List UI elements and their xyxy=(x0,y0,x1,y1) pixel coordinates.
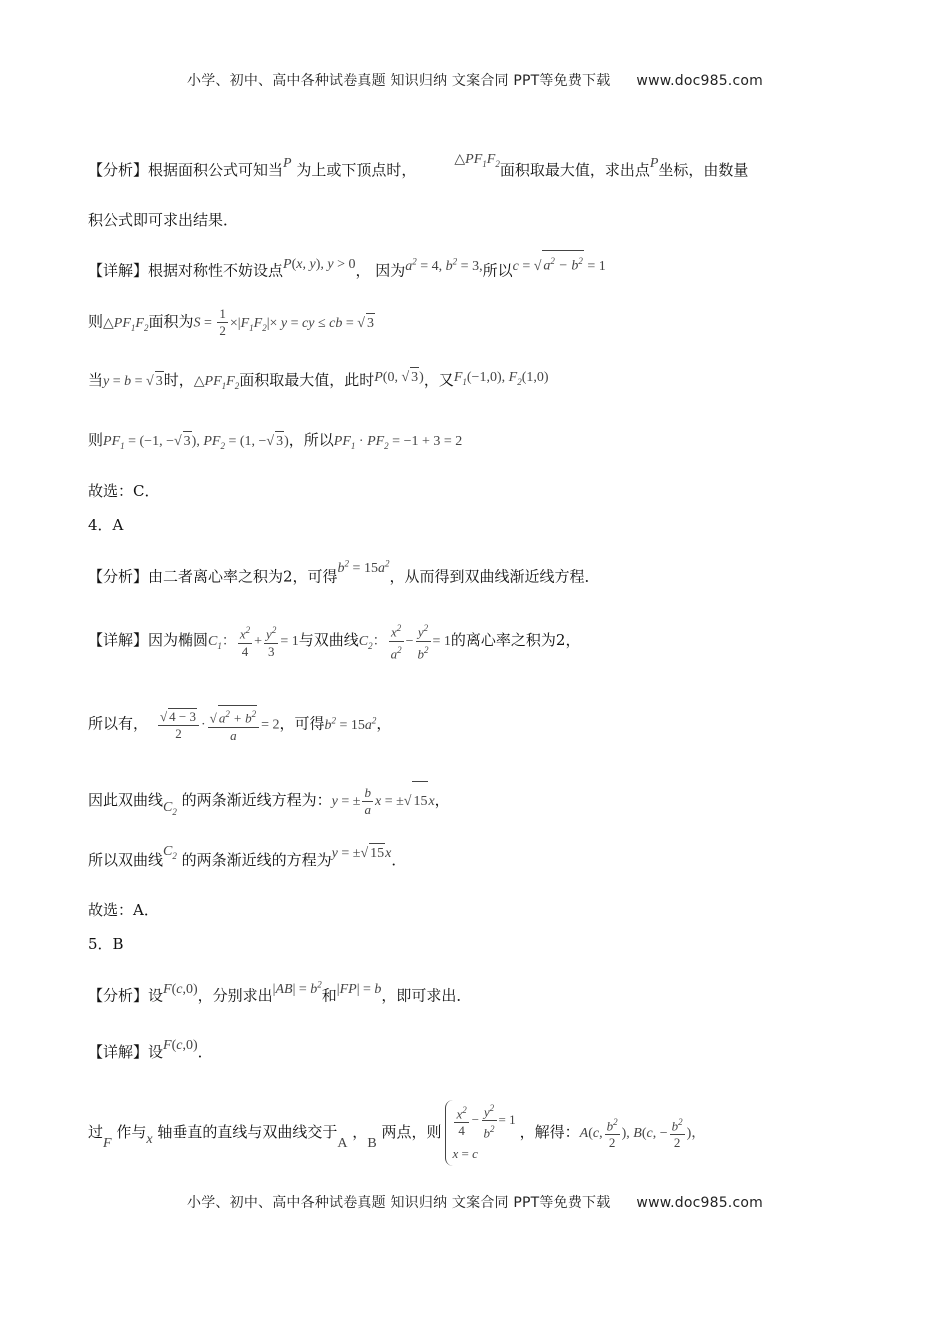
math: $F_1(-1,0)$, $F_2(1,0)$ xyxy=(453,370,549,387)
text: 积公式即可求出结果． xyxy=(88,211,239,229)
text: ． xyxy=(391,851,407,869)
detail-line-5 xyxy=(88,370,878,396)
math: P xyxy=(649,156,659,171)
math: P(0, √ 3) xyxy=(374,370,424,385)
math: A(c, xyxy=(579,1125,603,1141)
math: y = ± xyxy=(331,794,361,809)
math: = 2 xyxy=(261,717,280,733)
text: 4．A xyxy=(88,516,124,534)
math: x xyxy=(146,1131,153,1147)
math: F(c,0) xyxy=(163,981,198,997)
header-site: www.doc985.com xyxy=(636,73,763,89)
math: F xyxy=(103,1135,112,1151)
text: ，又 xyxy=(423,371,454,389)
math: = 1 xyxy=(280,634,299,649)
text: 5．B xyxy=(88,935,124,953)
text: 所以双曲线 xyxy=(88,851,164,869)
fraction: $\frac{y^2}{3}$ xyxy=(264,622,278,659)
text: 面积取最大值，此时 xyxy=(239,371,375,389)
text: ． xyxy=(197,1043,213,1061)
math: $|AB| = b^2$ xyxy=(272,979,322,997)
math: $PF_1 \cdot PF_2 = -1 + 3 = 2$ xyxy=(333,434,463,451)
text: 与双曲线 xyxy=(298,631,359,649)
text: 面积取最大值，求出点 xyxy=(499,161,650,179)
text: 两点，则 xyxy=(381,1122,442,1141)
text: 当 xyxy=(88,371,104,389)
text: 坐标，由数量 xyxy=(658,161,749,179)
math: ), B(c, − xyxy=(621,1125,668,1141)
text: 的两条渐近线方程为： xyxy=(181,791,332,809)
math: = 1 xyxy=(432,634,451,649)
fraction: $\frac{x^2}{a^2}$ xyxy=(389,620,404,662)
text: 则 xyxy=(88,431,104,449)
detail-line-13 xyxy=(88,844,878,876)
math: |FP| = b xyxy=(336,981,382,997)
text: 【详解】因为椭圆 xyxy=(88,631,209,649)
text: 作与 xyxy=(116,1122,147,1141)
text: ，可得 xyxy=(279,714,325,733)
text: ，所以 xyxy=(288,431,334,449)
math: − xyxy=(405,634,414,649)
text: 则 xyxy=(88,312,104,331)
fraction: $\frac{b^2}{2}$ xyxy=(670,1114,685,1151)
fraction: $\frac{x^2}{4}$ xyxy=(238,622,252,659)
page-footer xyxy=(0,1192,950,1212)
text: ，解得： xyxy=(519,1122,580,1141)
text: ， xyxy=(352,1122,368,1141)
text: 的两条渐近线的方程为 xyxy=(181,851,332,869)
math: · xyxy=(201,717,206,733)
math: $C_2$ xyxy=(163,800,177,817)
text: 所以 xyxy=(482,261,513,280)
math: $\triangle PF_1F_2$ xyxy=(193,374,240,391)
question-5-heading xyxy=(88,934,878,954)
text: 的离心率之积为2， xyxy=(450,631,581,649)
text: 所以有， xyxy=(88,714,149,733)
detail-line-17 xyxy=(88,1038,878,1064)
detail-line-6 xyxy=(88,430,878,456)
detail-line-12 xyxy=(88,780,878,820)
footer-text: 小学、初中、高中各种试卷真题 知识归纳 文案合同 PPT等免费下载 xyxy=(187,1195,611,1211)
math: P(x, y), y > 0 xyxy=(283,256,356,272)
detail-line-3 xyxy=(88,256,878,283)
text: 【分析】由二者离心率之积为2，可得 xyxy=(88,567,338,586)
math: )， xyxy=(686,1125,706,1141)
math: $C_2$： xyxy=(358,634,387,651)
text: 轴垂直的直线与双曲线交于 xyxy=(157,1122,338,1141)
detail-line-18 xyxy=(88,1100,878,1161)
math: $\triangle PF_1F_2$ xyxy=(103,315,149,333)
math: P xyxy=(283,156,292,171)
text: ，即可求出． xyxy=(381,986,472,1005)
math: $b^2 = 15a^2$ xyxy=(324,715,377,733)
text: ， xyxy=(434,791,450,809)
math: $C_1$： xyxy=(208,634,236,651)
math: $\times|F_1F_2|\times y$ = cy ≤ cb = √ 3 xyxy=(230,316,375,331)
analysis-line-9 xyxy=(88,558,878,589)
detail-line-4 xyxy=(88,306,878,339)
text: 面积为 xyxy=(148,312,194,331)
text: ，分别求出 xyxy=(197,986,273,1005)
text: 为上或下顶点时， xyxy=(296,161,417,179)
equation-system: $\frac{x^2}{4}$ − $\frac{y^2}{b^2}$ = 1 x = c xyxy=(445,1100,515,1166)
math: $C_2$ xyxy=(163,844,177,861)
math: y = b = √ 3 xyxy=(103,374,164,389)
fraction: $\frac{b^2}{2}$ xyxy=(605,1114,620,1151)
math: $\triangle PF_1F_2$ xyxy=(454,152,500,169)
text: ， 因为 xyxy=(355,261,406,280)
footer-site: www.doc985.com xyxy=(636,1195,763,1211)
math: B xyxy=(367,1135,377,1151)
text: 【详解】根据对称性不妨设点 xyxy=(88,261,284,280)
text: 故选：A． xyxy=(88,901,159,919)
text: 因此双曲线 xyxy=(88,791,164,809)
text: ， xyxy=(376,714,392,733)
math: $b^2 = 15a^2$ xyxy=(337,558,390,576)
detail-line-11 xyxy=(88,700,878,743)
page-header xyxy=(0,70,950,90)
text: 和 xyxy=(321,986,337,1005)
math: $PF_1 = (-1$, −√ 3), $PF_2 = (1$, −√ 3) xyxy=(103,434,289,449)
text: 【详解】设 xyxy=(88,1043,164,1061)
fraction: $\frac{√ 4 - 3}{2}$ xyxy=(158,708,199,742)
math: F(c,0) xyxy=(163,1038,198,1053)
math: c = √ $a^2 - b^2 = 1$ xyxy=(513,259,606,274)
fraction: $\frac{√ a^2 + b^2}{a}$ xyxy=(208,705,259,743)
text: 过 xyxy=(88,1122,104,1141)
text: 【分析】设 xyxy=(88,986,164,1005)
text: ，从而得到双曲线渐近线方程． xyxy=(389,567,600,586)
math: S = xyxy=(193,315,212,331)
answer-3 xyxy=(88,481,878,501)
math: A xyxy=(337,1135,348,1151)
detail-line-10 xyxy=(88,620,878,660)
analysis-line-1 xyxy=(88,152,878,186)
fraction: $\frac{b}{a}$ xyxy=(364,784,371,817)
math: x = ±√ 15x xyxy=(375,794,435,809)
math: $a^2 = 4$, $b^2 = 3$, xyxy=(405,256,483,274)
answer-4 xyxy=(88,900,878,920)
fraction: $\frac{y^2}{b^2}$ xyxy=(416,620,431,662)
header-text: 小学、初中、高中各种试卷真题 知识归纳 文案合同 PPT等免费下载 xyxy=(187,73,611,89)
text: 【分析】根据面积公式可知当 xyxy=(88,161,284,179)
math: y = ±√ 15x xyxy=(332,846,392,861)
analysis-line-16 xyxy=(88,979,878,1008)
text: 时， xyxy=(163,371,194,389)
text: 故选：C． xyxy=(88,482,160,500)
question-4-heading xyxy=(88,515,878,535)
analysis-line-2 xyxy=(88,210,878,230)
math: + xyxy=(254,634,263,649)
fraction: $\frac{1}{2}$ xyxy=(219,306,226,338)
